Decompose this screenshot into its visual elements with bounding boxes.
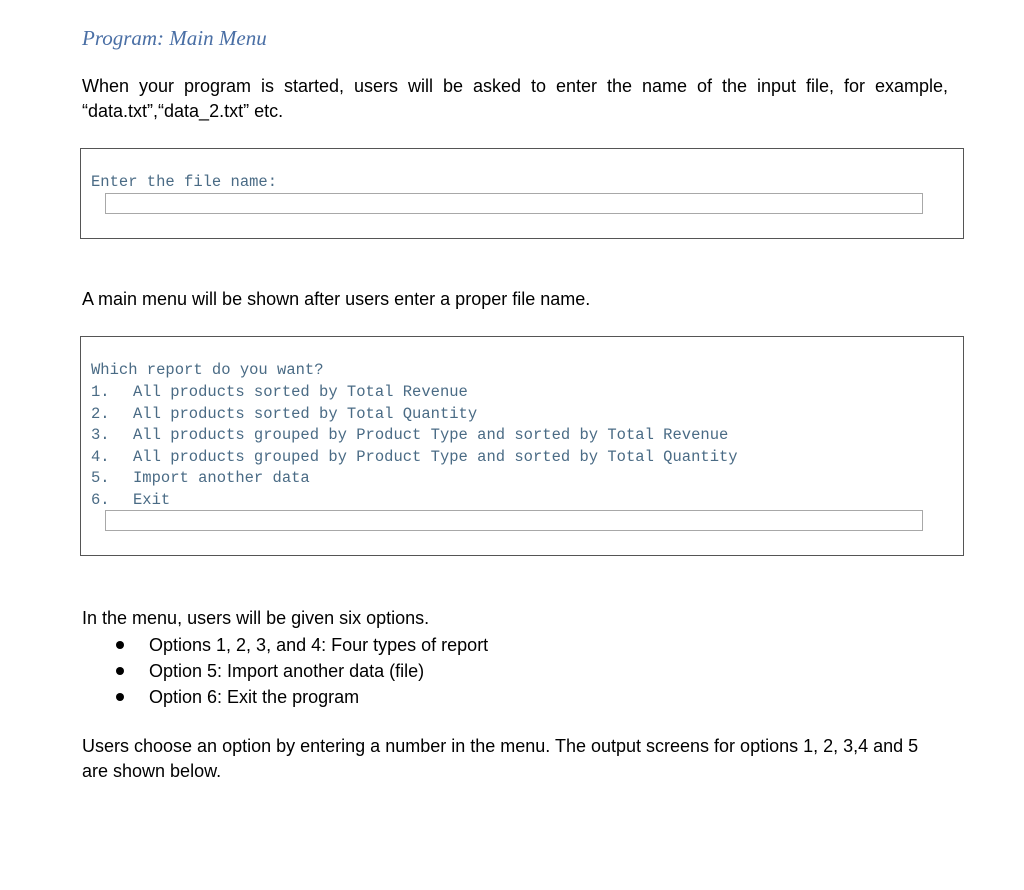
menu-option-number: 5. [91,469,110,487]
menu-option-number: 1. [91,383,110,401]
section-heading: Program: Main Menu [82,26,267,50]
menu-option-4 [91,447,738,468]
main-menu-console [80,336,964,556]
file-name-input[interactable] [105,193,923,214]
menu-option-label: All products sorted by Total Quantity [133,405,478,423]
menu-option-label: All products grouped by Product Type and sorted by Total Quantity [133,448,738,466]
file-prompt-console [80,148,964,239]
menu-option-label: All products sorted by Total Revenue [133,383,468,401]
bullet-item [82,632,488,658]
menu-option-label: All products grouped by Product Type and sorted by Total Revenue [133,426,729,444]
bullet-dot-icon [116,667,124,675]
closing-paragraph: Users choose an option by entering a number in the menu. The output screens for options 1, 2, 3,4 and 5 are shown below. [82,736,919,781]
bullet-dot-icon [116,641,124,649]
menu-option-6 [91,490,170,511]
menu-option-3 [91,425,728,446]
menu-option-number: 2. [91,405,110,423]
menu-option-2 [91,404,477,425]
bullet-text: Options 1, 2, 3, and 4: Four types of report [149,635,489,655]
menu-option-number: 6. [91,491,110,509]
menu-title: Which report do you want? [91,361,324,379]
menu-option-number: 3. [91,426,110,444]
bullet-text: Option 5: Import another data (file) [149,661,425,681]
menu-choice-input[interactable] [105,510,923,531]
file-prompt-label: Enter the file name: [91,173,278,191]
menu-option-number: 4. [91,448,110,466]
bullet-dot-icon [116,693,124,701]
options-bullet-list [82,632,488,710]
menu-option-label: Exit [133,491,171,509]
bullet-item [82,658,488,684]
options-intro-paragraph: In the menu, users will be given six options. [82,608,430,628]
intro-paragraph: When your program is started, users will be asked to enter the name of the input file, for example, “data.txt”,“data_2.txt” etc. [82,76,948,121]
menu-option-label: Import another data [133,469,310,487]
bullet-item [82,684,488,710]
menu-option-1 [91,382,468,403]
menu-option-5 [91,468,310,489]
bullet-text: Option 6: Exit the program [149,687,360,707]
menu-intro-paragraph: A main menu will be shown after users enter a proper file name. [82,289,591,309]
